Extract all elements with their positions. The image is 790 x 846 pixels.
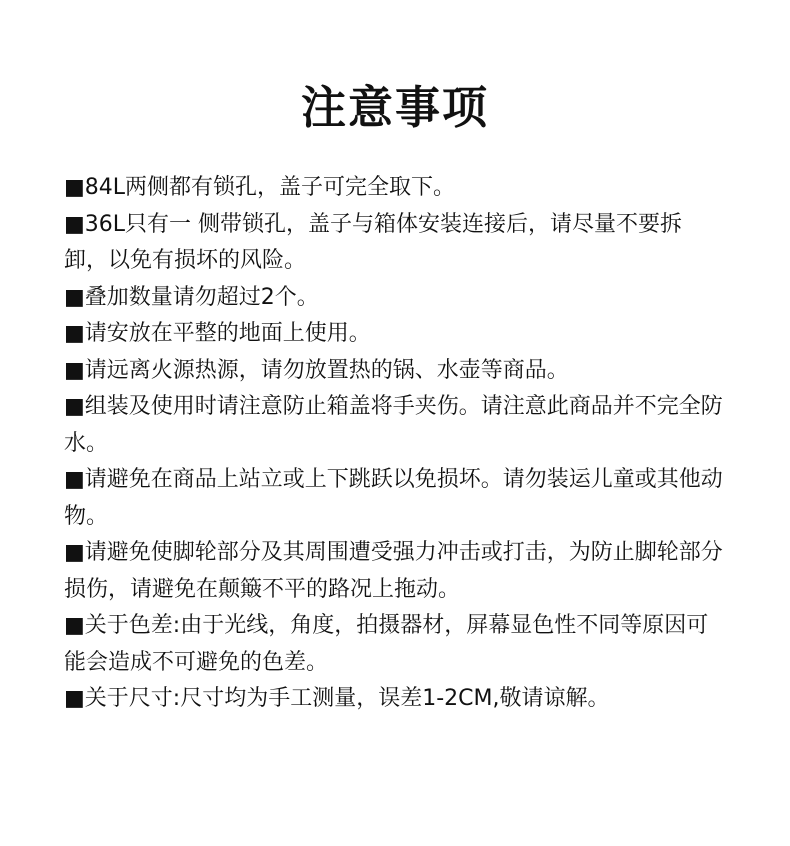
page-title: 注意事项 bbox=[300, 81, 489, 135]
note-item: ■请避免使脚轮部分及其周围遭受强力冲击或打击，为防止脚轮部分损伤，请避免在颠簸不平的路况上拖动。 bbox=[64, 540, 723, 602]
note-item: ■84L两侧都有锁孔，盖子可完全取下。 bbox=[64, 175, 456, 200]
note-item: ■关于色差:由于光线，角度，拍摄器材，屏幕显色性不同等原因可能会造成不可避免的色差。 bbox=[64, 613, 709, 675]
notes-list bbox=[64, 170, 724, 718]
note-item: ■请安放在平整的地面上使用。 bbox=[64, 321, 371, 346]
note-item: ■叠加数量请勿超过2个。 bbox=[64, 284, 319, 310]
note-item: ■36L只有一 侧带锁孔，盖子与箱体安装连接后，请尽量不要拆卸，以免有损坏的风险。 bbox=[64, 211, 683, 273]
note-item: ■组装及使用时请注意防止箱盖将手夹伤。请注意此商品并不完全防水。 bbox=[64, 394, 723, 456]
note-item: ■请避免在商品上站立或上下跳跃以免损坏。请勿装运儿童或其他动物。 bbox=[64, 467, 723, 529]
note-item: ■请远离火源热源，请勿放置热的锅、水壶等商品。 bbox=[64, 357, 569, 383]
note-item: ■关于尺寸:尺寸均为手工测量，误差1-2CM,敬请谅解。 bbox=[64, 686, 610, 711]
